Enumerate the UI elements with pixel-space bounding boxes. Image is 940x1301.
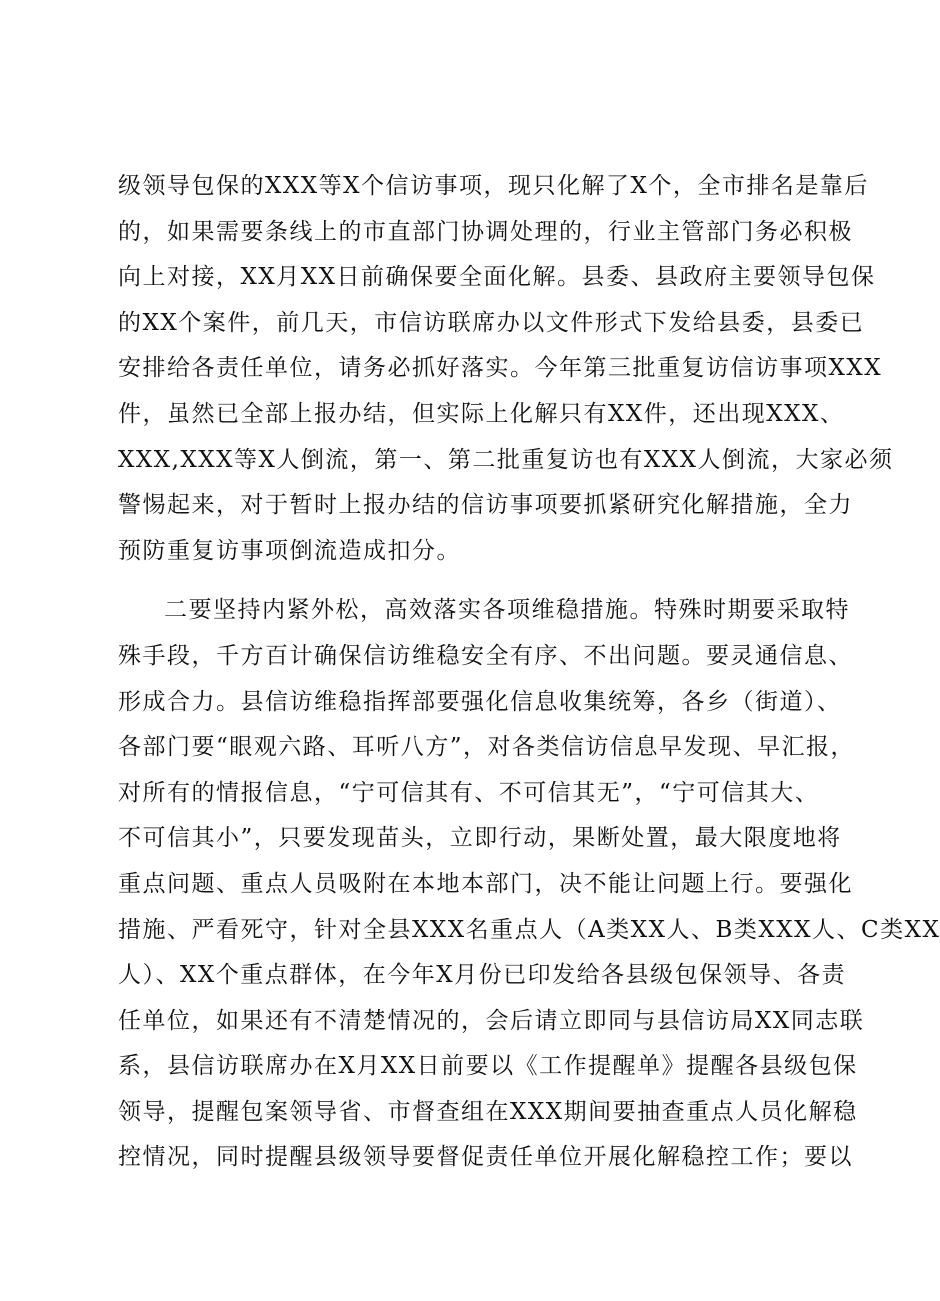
text-line: 重点问题、重点人员吸附在本地本部门，决不能让问题上行。要强化 (118, 870, 853, 897)
paragraph-1 (118, 164, 894, 574)
text-line: 警惕起来，对于暂时上报办结的信访事项要抓紧研究化解措施，全力 (118, 492, 853, 519)
text-line: 对所有的情报信息，“宁可信其有、不可信其无”，“宁可信其大、 (118, 779, 820, 806)
paragraph-2 (118, 588, 940, 1181)
text-line: 预防重复访事项倒流造成扣分。 (118, 537, 461, 564)
text-line: 任单位，如果还有不清楚情况的，会后请立即同与县信访局XX同志联 (118, 1007, 865, 1034)
text-line: 人）、XX个重点群体，在今年X月份已印发给各县级包保领导、各责 (118, 962, 847, 989)
text-line: 安排给各责任单位，请务必抓好落实。今年第三批重复访信访事项XXX (118, 355, 883, 382)
paragraph-spacer (118, 574, 828, 588)
text-line: 级领导包保的XXX等X个信访事项，现只化解了X个，全市排名是靠后 (118, 173, 869, 199)
text-line: 件，虽然已全部上报办结，但实际上化解只有XX件，还出现XXX、 (118, 400, 845, 427)
text-line: 向上对接，XX月XX日前确保要全面化解。县委、县政府主要领导包保 (118, 264, 876, 291)
text-line: 不可信其小”，只要发现苗头，立即行动，果断处置，最大限度地将 (118, 825, 842, 852)
text-line: 系，县信访联席办在X月XX日前要以《工作提醒单》提醒各县级包保 (118, 1053, 858, 1080)
text-line: 殊手段，千方百计确保信访维稳安全有序、不出问题。要灵通信息、 (118, 642, 853, 669)
text-line: 形成合力。县信访维稳指挥部要强化信息收集统筹，各乡（街道）、 (118, 688, 842, 715)
text-line: 控情况，同时提醒县级领导要督促责任单位开展化解稳控工作；要以 (118, 1144, 853, 1171)
text-line: 各部门要“眼观六路、耳听八方”，对各类信访信息早发现、早汇报， (118, 734, 856, 761)
body-text (118, 164, 940, 1181)
text-line: 的XX个案件，前几天，市信访联席办以文件形式下发给县委，县委已 (118, 309, 865, 336)
text-line: 措施、严看死守，针对全县XXX名重点人（A类XX人、B类XXX人、C类XX (118, 916, 940, 943)
text-line: 领导，提醒包案领导省、市督查组在XXX期间要抽查重点人员化解稳 (118, 1098, 858, 1125)
text-line: 的，如果需要条线上的市直部门协调处理的，行业主管部门务必积极 (118, 218, 853, 245)
text-line: 二要坚持内紧外松，高效落实各项维稳措施。特殊时期要采取特 (164, 597, 850, 624)
text-line: XXX,XXX等X人倒流，第一、第二批重复访也有XXX人倒流，大家必须 (118, 446, 894, 473)
